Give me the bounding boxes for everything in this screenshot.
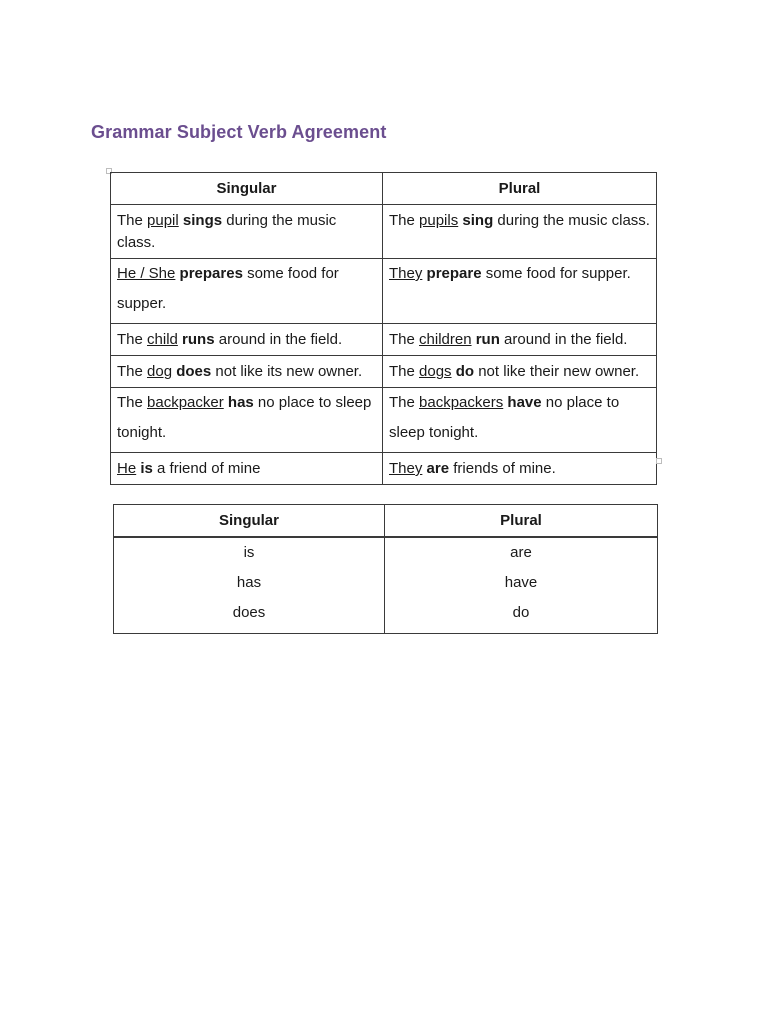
singular-sentence: The pupil sings during the music class. — [111, 205, 383, 259]
page-title: Grammar Subject Verb Agreement — [91, 122, 387, 142]
singular-verb: has — [236, 574, 262, 591]
plural-sentence: The backpackers have no place to sleep tonight. — [383, 388, 657, 453]
subject: He / She — [117, 265, 176, 282]
subject: dogs — [419, 363, 452, 380]
plural-sentence: They are friends of mine. — [383, 453, 657, 485]
plural-verb: do — [512, 604, 530, 621]
verb-forms-table — [113, 504, 658, 634]
table-row — [111, 453, 657, 485]
sentences-table — [110, 172, 657, 485]
singular-sentence: The dog does not like its new owner. — [111, 356, 383, 388]
table-header-row — [111, 173, 657, 205]
verb: sing — [462, 212, 494, 229]
subject: backpackers — [419, 394, 504, 411]
singular-sentence: He / She prepares some food for supper. — [111, 259, 383, 324]
verb: does — [176, 363, 212, 380]
header-plural: Plural — [385, 505, 658, 538]
plural-verb: are — [510, 544, 532, 561]
plural-sentence: The dogs do not like their new owner. — [383, 356, 657, 388]
table-row — [111, 324, 657, 356]
verb: runs — [182, 331, 215, 348]
header-singular: Singular — [114, 505, 385, 538]
table-header-row — [114, 505, 658, 538]
singular-verb: does — [232, 604, 266, 621]
subject: children — [419, 331, 472, 348]
table-row — [111, 388, 657, 453]
singular-sentence: The child runs around in the field. — [111, 324, 383, 356]
table-row — [111, 259, 657, 324]
verb: sings — [182, 212, 223, 229]
table-row — [111, 356, 657, 388]
header-singular: Singular — [111, 173, 383, 205]
plural-verbs-cell — [385, 537, 658, 634]
singular-sentence: The backpacker has no place to sleep tonight. — [111, 388, 383, 453]
verb: do — [455, 363, 475, 380]
table-row — [114, 537, 658, 634]
verb: prepares — [179, 265, 243, 282]
subject: He — [117, 460, 137, 477]
subject: dog — [147, 363, 173, 380]
table-row — [111, 205, 657, 259]
subject: pupil — [147, 212, 179, 229]
plural-sentence: The pupils sing during the music class. — [383, 205, 657, 259]
verb: is — [140, 460, 153, 477]
plural-sentence: They prepare some food for supper. — [383, 259, 657, 324]
plural-verb: have — [504, 574, 538, 591]
singular-sentence: He is a friend of mine — [111, 453, 383, 485]
subject: backpacker — [147, 394, 224, 411]
verb: are — [426, 460, 450, 477]
subject: They — [389, 460, 423, 477]
singular-verb: is — [243, 544, 255, 561]
header-plural: Plural — [383, 173, 657, 205]
plural-sentence: The children run around in the field. — [383, 324, 657, 356]
singular-verbs-cell — [114, 537, 385, 634]
subject: child — [147, 331, 178, 348]
verb: run — [475, 331, 500, 348]
verb: prepare — [426, 265, 482, 282]
verb: has — [227, 394, 254, 411]
subject: pupils — [419, 212, 459, 229]
verb: have — [507, 394, 542, 411]
table-resize-handle-bottom-right[interactable] — [656, 458, 662, 464]
subject: They — [389, 265, 423, 282]
